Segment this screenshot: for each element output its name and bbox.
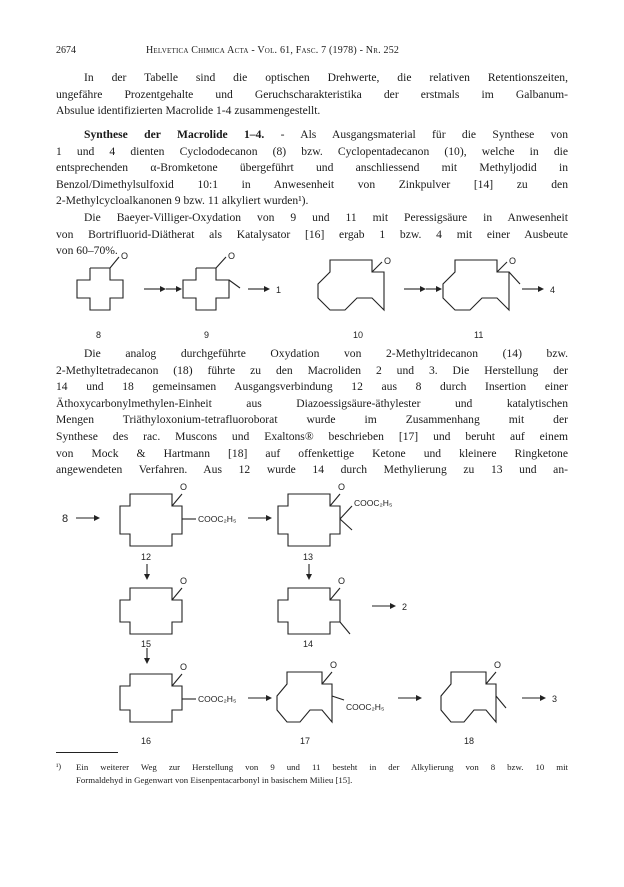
structure-10 <box>318 260 384 310</box>
oxygen-label: O <box>121 251 129 261</box>
ester-group-label: COOC₂H₅ <box>354 498 393 508</box>
product-label: 1 <box>276 285 282 295</box>
product-label: 3 <box>552 694 558 704</box>
journal-citation: Helvetica Chimica Acta - Vol. 61, Fasc. 7 (1978) - Nr. 252 <box>146 45 400 56</box>
text-line: Mengen Triäthyloxonium-tetrafluoroborat wurde im Zusammenhang mit der <box>56 413 568 427</box>
text-line: von Bortrifluorid-Diätherat als Katalysator [16] ergab 1 bzw. 4 mit einer Ausbeute <box>56 227 568 241</box>
section-heading: Synthese der Macrolide 1–4. <box>84 128 265 141</box>
structure-16 <box>120 674 196 722</box>
footnote-line: Ein weiterer Weg zur Herstellung von 9 und 11 besteht in der Alkylierung von 8 bzw. 10 mit <box>76 762 568 772</box>
running-header <box>56 44 566 58</box>
footnote-line: Formaldehyd in Gegenwart von Eisenpentacarbonyl in basischem Milieu [15]. <box>76 775 353 785</box>
structure-8 <box>77 257 123 310</box>
text-line: 1 und 4 dienten Cyclododecanon (8) bzw. Cyclopentadecanon (10), welche in die <box>56 144 568 158</box>
oxygen-label: O <box>180 662 188 672</box>
text-line: Absulue identifizierten Macrolide 1-4 zusammengestellt. <box>56 104 321 118</box>
compound-label: 14 <box>303 639 314 649</box>
text-line: Die Baeyer-Villiger-Oxydation von 9 und 11 mit Peressigsäure in Anwesenheit <box>84 211 568 224</box>
text-line: von Mock & Hartmann [18] auf offenkettige Ketone und kleinere Ringketone <box>56 446 568 460</box>
ester-group-label: COOC₂H₅ <box>346 702 385 712</box>
text-line: Äthoxycarbonylmethylen-Einheit aus Diazoessigsäure-äthylester und katalytischen <box>56 396 568 410</box>
text-line: 14 und 18 gemeinsamen Ausgangsverbindung 12 aus 8 durch Insertion einer <box>56 380 568 394</box>
paragraph-intro <box>56 70 568 120</box>
page-number: 2674 <box>56 45 76 56</box>
structure-18 <box>441 672 506 722</box>
compound-label: 15 <box>141 639 152 649</box>
footnote-rule <box>56 752 118 753</box>
compound-label: 8 <box>96 330 102 340</box>
text-line: Die analog durchgeführte Oxydation von 2-Methyltridecanon (14) bzw. <box>84 347 568 360</box>
text-line: Benzol/Dimethylsulfoxid 10:1 in Anwesenheit von Zinkpulver [14] zu den <box>56 177 568 191</box>
structure-14 <box>278 588 350 634</box>
ester-group-label: COOC₂H₅ <box>198 514 237 524</box>
structure-13 <box>278 494 352 546</box>
compound-label: 8 <box>62 513 69 525</box>
ester-group-label: COOC₂H₅ <box>198 694 237 704</box>
compound-label: 12 <box>141 552 152 562</box>
product-label: 4 <box>550 285 556 295</box>
structure-15 <box>120 588 182 634</box>
product-label: 2 <box>402 602 408 612</box>
oxygen-label: O <box>180 482 188 492</box>
oxygen-label: O <box>228 251 236 261</box>
oxygen-label: O <box>509 256 517 266</box>
text-line: entsprechenden α-Bromketone übergeführt und anschliessend mit Methyljodid in <box>56 161 568 175</box>
oxygen-label: O <box>338 482 346 492</box>
oxygen-label: O <box>180 576 188 586</box>
oxygen-label: O <box>494 660 502 670</box>
text-line: In der Tabelle sind die optischen Drehwerte, die relativen Retentionszeiten, <box>84 71 568 84</box>
reaction-scheme-2 <box>0 482 624 752</box>
text-line: Synthese der Macrolide 1–4. - Als Ausgangsmaterial für die Synthese von <box>84 128 568 141</box>
text-line: angewendeten Verfahren. Aus 12 wurde 14 durch Methylierung zu 13 und an- <box>56 463 568 477</box>
structure-12 <box>120 494 196 546</box>
structure-17 <box>277 672 344 722</box>
text-line: von 60–70%. <box>56 244 118 258</box>
structure-9 <box>183 257 240 310</box>
paragraph-synthesis <box>56 127 568 210</box>
reaction-scheme-1 <box>0 250 624 346</box>
compound-label: 9 <box>204 330 210 340</box>
paragraph-oxidation <box>56 346 568 479</box>
oxygen-label: O <box>384 256 392 266</box>
compound-label: 13 <box>303 552 314 562</box>
structure-11 <box>443 260 520 310</box>
compound-label: 10 <box>353 330 364 340</box>
text-line: Synthese des rac. Muscons und Exaltons® beschrieben [17] und beruht auf einem <box>56 429 568 443</box>
compound-label: 17 <box>300 736 311 746</box>
oxygen-label: O <box>338 576 346 586</box>
footnote-mark: ¹) <box>56 762 62 771</box>
compound-label: 11 <box>474 330 484 340</box>
text-line: ungefähre Prozentgehalte und Geruchscharakteristika der erstmals im Galbanum- <box>56 87 568 101</box>
oxygen-label: O <box>330 660 338 670</box>
compound-label: 16 <box>141 736 152 746</box>
compound-label: 18 <box>464 736 475 746</box>
text-line: 2-Methyltetradecanon (18) führte zu den Macroliden 2 und 3. Die Herstellung der <box>56 363 568 377</box>
footnote-text <box>76 761 568 787</box>
text-line: 2-Methylcycloalkanonen 9 bzw. 11 alkyliert wurden¹). <box>56 194 309 208</box>
